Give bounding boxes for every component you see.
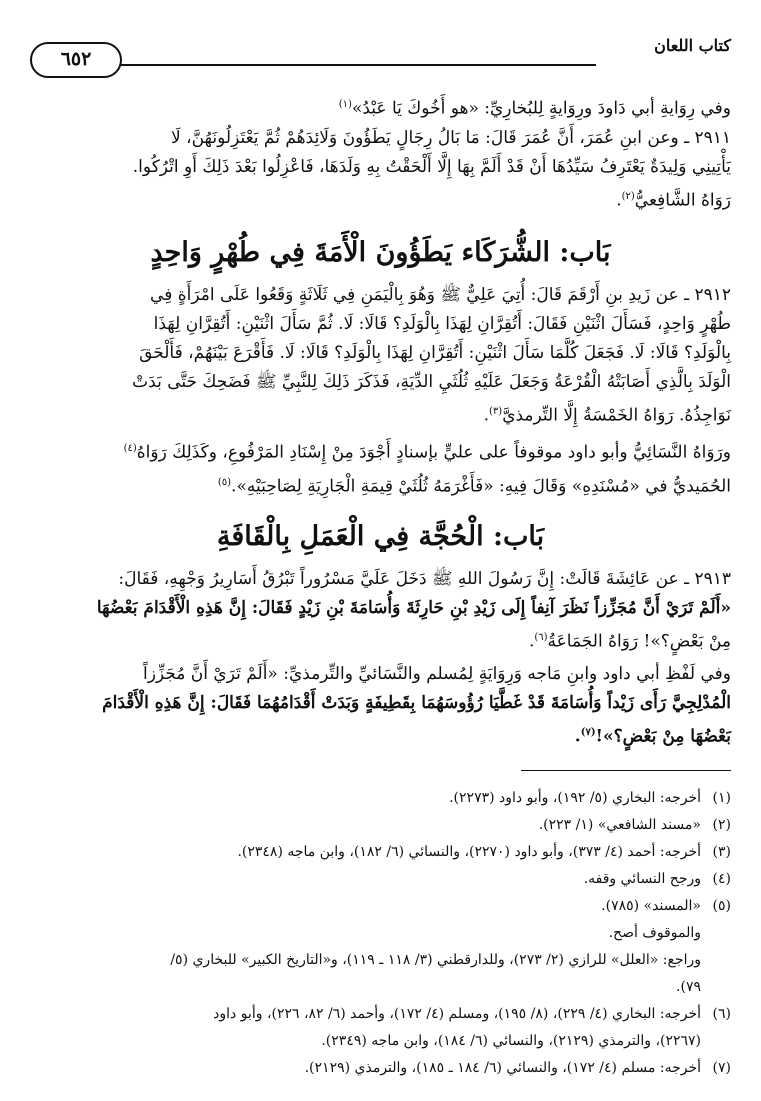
footnote-ref: (٢) (621, 190, 635, 202)
footnotes-rule (521, 770, 731, 771)
footnote-text: أخرجه: البخاري (٥/ ١٩٢)، وأبو داود (٢٢٧٣). (449, 789, 701, 806)
text-line: رَوَاهُ الشَّافِعيُّ (634, 190, 731, 211)
footnote (30, 866, 731, 893)
footnote-text: أخرجه: البخاري (٤/ ٢٢٩)، (٨/ ١٩٥)، ومسلم (٤/ ١٧٢)، وأحمد (٦/ ٨٢، ٢٢٦)، وأبو داود (213, 1005, 701, 1022)
text-line: ٢٩١٢ ـ عن زَيدِ بنِ أَرْقَمَ قَالَ: أُتِيَ عَلِيٌّ ﷺ وَهُوَ بِالْيَمَنِ فِي ثَلَاثَةٍ وَقَعُوا عَلَى امْرَأَةٍ فِي (150, 285, 731, 306)
footnote-text: «مسند الشافعي» (١/ ٢٢٣). (538, 816, 701, 833)
footnote (30, 785, 731, 812)
footnote-text: ورجح النسائي وقفه. (583, 870, 701, 887)
chapter-heading: بَاب: الْحُجَّة فِي الْعَمَلِ بِالْقَافَةِ (216, 521, 545, 553)
running-header (30, 22, 731, 68)
footnote-text: أخرجه: أحمد (٤/ ٣٧٣)، وأبو داود (٢٢٧٠)، والنسائي (٦/ ١٨٢)، وابن ماجه (٢٣٤٨). (237, 843, 701, 860)
text-line: الحُمَيديُّ في «مُسْنَدِهِ» وَقَالَ فِيهِ: «فَأَغْرَمَهُ ثُلُثَيْ قِيمَةِ الْجَارِيَةِ لِصَاحِبَيْهِ». (231, 476, 731, 497)
footnote-number: (٦) (712, 1005, 731, 1022)
footnote-text: (٢٢٦٧)، والترمذي (٢١٢٩)، والنسائي (٦/ ١٨٤)، وابن ماجه (٢٣٤٩). (321, 1032, 701, 1049)
text-line: «أَلَمْ تَرَيْ أَنَّ مُجَزِّزاً نَظَرَ آنِفاً إِلَى زَيْدِ بْنِ حَارِثَةَ وَأُسَامَةَ بْنِ زَيْدٍ فَقَالَ: إِنَّ هَذِهِ الْأَقْدَامَ بَعْضُهَا (96, 598, 731, 619)
paragraph-2912: ٢٩١٢ ـ عن زَيدِ بنِ أَرْقَمَ قَالَ: أُتِيَ عَلِيٌّ ﷺ وَهُوَ بِالْيَمَنِ فِي ثَلَاثَةٍ وَقَعُوا عَلَى امْرَأَةٍ فِي طُهْرٍ وَاحِدٍ، فَسَأَلَ اثْنَيْنِ فَقَالَ: أَتُقِرَّانِ لِهَذَا بِالْوَلَدِ؟ قَالَا: لَا. ثُمَّ سَأَلَ اثْنَيْنِ: أَتُقِرَّانِ لِهَذَا بِالْوَلَدِ؟ قَالَا: لَا. فَجَعَلَ كُلَّمَا سَأَلَ اثْنَيْنِ: أَتُقِرَّانِ لِهَذَا بِالْوَلَدِ؟ قَالَا: لَا. فَأَقْرَعَ بَيْنَهُمْ، فَأَلْحَقَ الْوَلَدَ بِالَّذِي أَصَابَتْهُ الْقُرْعَةُ وَجَعَلَ عَلَيْهِ ثُلُثَيِ الدِّيَةِ، فَذَكَرَ ذَلِكَ لِلنَّبِيِّ ﷺ فَضَحِكَ حَتَّى بَدَتْ نَوَاجِذُهُ. رَوَاهُ الخَمْسَةُ إِلَّا التِّرمذيَّ$^{(٣)}$. (132, 285, 731, 426)
paragraph-2910-tail: وفي رِوَايةِ أبي دَاودَ ورِوَايةٍ لِلبُخارِيِّ: «هو أَخُوكَ يَا عَبْدُ»$^{(١)}$ ٢٩١١ ـ وعن ابنِ عُمَرَ، أَنَّ عُمَرَ قَالَ: مَا بَالُ رِجَالٍ يَطَؤُونَ وَلَائِدَهُمْ ثُمَّ يَعْتَزِلُونَهُنَّ، لَا يَأْتِينِي وَلِيدَةٌ يَعْتَرِفُ سَيِّدُهَا أَنْ قَدْ أَلَمَّ بِهَا إِلَّا أَلْحَقْتُ بِهِ وَلَدَهَا، فَاعْزِلُوا بَعْدَ ذَلِكَ أَوِ اتْرُكُوا. رَوَاهُ الشَّافِعيُّ$^{(٢)}$. (132, 98, 731, 211)
text-line: ٢٩١١ ـ وعن ابنِ عُمَرَ، أَنَّ عُمَرَ قَالَ: مَا بَالُ رِجَالٍ يَطَؤُونَ وَلَائِدَهُمْ ثُمَّ يَعْتَزِلُونَهُنَّ، لَا (171, 127, 731, 148)
footnote-ref: (١) (338, 99, 352, 110)
text-line: الْمُدْلِجِيَّ رَأَى زَيْداً وَأُسَامَةَ قَدْ غَطَّيَا رُؤُوسَهُمَا بِقَطِيفَةٍ وَبَدَتْ أَقْدَامُهُمَا فَقَالَ: إِنَّ هَذِهِ الْأَقْدَامَ (102, 692, 731, 713)
text-line: مِنْ بَعْضٍ؟»! رَوَاهُ الجَمَاعَةُ (547, 631, 731, 652)
text-line: ورَوَاهُ النَّسَائِيُّ وأبو داود موقوفاً على عليٍّ بإسنادٍ أَجْوَدَ مِنْ إِسْنَادِ المَرْفُوعِ، وكَذَلِكَ رَوَاهُ (136, 442, 731, 463)
footnote (30, 1001, 731, 1055)
page-number: ٦٥٢ (30, 42, 122, 78)
paragraph-2913: ٢٩١٣ ـ عن عَائِشَةَ قَالَتْ: إِنَّ رَسُولَ اللهِ ﷺ دَخَلَ عَلَيَّ مَسْرُوراً تَبْرُقُ أَسَارِيرُ وَجْهِهِ، فَقَالَ: «أَلَمْ تَرَيْ أَنَّ مُجَزِّزاً نَظَرَ آنِفاً إِلَى زَيْدِ بْنِ حَارِثَةَ وَأُسَامَةَ بْنِ زَيْدٍ فَقَالَ: إِنَّ هَذِهِ الْأَقْدَامَ بَعْضُهَا مِنْ بَعْضٍ؟»! رَوَاهُ الجَمَاعَةُ$^{(٦)}$. (96, 569, 731, 652)
footnote-number: (٥) (712, 897, 731, 914)
footnote-ref: (٣) (489, 406, 503, 418)
paragraph-2913-variant: وفي لَفْظِ أبي داود وابنِ مَاجه وَرِوَايَةٍ لِمُسلم والنَّسَائيِّ والتِّرمذيِّ: «أَلَمْ تَرَيْ أَنَّ مُجَزِّزاً الْمُدْلِجِيَّ رَأَى زَيْداً وَأُسَامَةَ قَدْ غَطَّيَا رُؤُوسَهُمَا بِقَطِيفَةٍ وَبَدَتْ أَقْدَامُهُمَا فَقَالَ: إِنَّ هَذِهِ الْأَقْدَامَ بَعْضُهَا مِنْ بَعْضٍ؟»!$^{(٧)}$. (102, 663, 731, 747)
footnote-number: (٢) (712, 816, 731, 833)
text-line: الْوَلَدَ بِالَّذِي أَصَابَتْهُ الْقُرْعَةُ وَجَعَلَ عَلَيْهِ ثُلُثَيِ الدِّيَةِ، فَذَكَرَ ذَلِكَ لِلنَّبِيِّ ﷺ فَضَحِكَ حَتَّى بَدَتْ (132, 372, 731, 393)
text-line: وفي لَفْظِ أبي داود وابنِ مَاجه وَرِوَايَةٍ لِمُسلم والنَّسَائيِّ والتِّرمذيِّ: «أَلَمْ تَرَيْ أَنَّ مُجَزِّزاً (142, 663, 731, 684)
text-line: وفي رِوَايةِ أبي دَاودَ ورِوَايةٍ لِلبُخارِيِّ: «هو أَخُوكَ يَا عَبْدُ» (351, 98, 731, 119)
footnote-number: (٧) (712, 1059, 731, 1076)
footnote-ref: (٦) (534, 632, 548, 644)
book-title: كتاب اللعان (654, 36, 731, 55)
footnotes (30, 785, 731, 1082)
footnote-number: (٤) (712, 870, 731, 887)
footnote-text: «المسند» (٧٨٥). (601, 897, 701, 914)
footnote (30, 1055, 731, 1082)
chapter-heading: بَاب: الشُّرَكَاء يَطَؤُونَ الْأَمَةَ فِي طُهْرٍ وَاحِدٍ (150, 237, 611, 269)
text-line: ٢٩١٣ ـ عن عَائِشَةَ قَالَتْ: إِنَّ رَسُولَ اللهِ ﷺ دَخَلَ عَلَيَّ مَسْرُوراً تَبْرُقُ أَسَارِيرُ وَجْهِهِ، فَقَالَ: (118, 569, 731, 590)
footnote (30, 893, 731, 1001)
footnote (30, 839, 731, 866)
footnote-number: (١) (712, 789, 731, 806)
text-line: بَعْضُهَا مِنْ بَعْضٍ؟»! (595, 726, 731, 747)
footnote-text: والموقوف أصح. (608, 924, 701, 941)
footnote (30, 812, 731, 839)
footnote-text: أخرجه: مسلم (٤/ ١٧٢)، والنسائي (٦/ ١٨٤ ـ ١٨٥)، والترمذي (٢١٢٩). (304, 1059, 701, 1076)
text-line: بِالْوَلَدِ؟ قَالَا: لَا. فَجَعَلَ كُلَّمَا سَأَلَ اثْنَيْنِ: أَتُقِرَّانِ لِهَذَا بِالْوَلَدِ؟ قَالَا: لَا. فَأَقْرَعَ بَيْنَهُمْ، فَأَلْحَقَ (139, 343, 731, 364)
footnote-number: (٣) (712, 843, 731, 860)
paragraph-2912-note (30, 434, 731, 501)
text-line: يَأْتِينِي وَلِيدَةٌ يَعْتَرِفُ سَيِّدُهَا أَنْ قَدْ أَلَمَّ بِهَا إِلَّا أَلْحَقْتُ بِهِ وَلَدَهَا، فَاعْزِلُوا بَعْدَ ذَلِكَ أَوِ اتْرُكُوا. (132, 156, 731, 177)
text-line: نَوَاجِذُهُ. رَوَاهُ الخَمْسَةُ إِلَّا التِّرمذيَّ (502, 405, 731, 426)
text-line: طُهْرٍ وَاحِدٍ، فَسَأَلَ اثْنَيْنِ فَقَالَ: أَتُقِرَّانِ لِهَذَا بِالْوَلَدِ؟ قَالَا: لَا. ثُمَّ سَأَلَ اثْنَيْنِ: أَتُقِرَّانِ لِهَذَا (153, 314, 731, 335)
footnote-text: ٧٩). (676, 978, 701, 995)
footnote-ref: (٧) (580, 726, 596, 738)
footnote-text: وراجع: «العلل» للرازي (٢/ ٢٧٣)، وللدارقطني (٣/ ١١٨ ـ ١١٩)، و«التاريخ الكبير» للبخاري (٥/ (170, 951, 701, 968)
book-page (30, 22, 731, 1082)
page-body (30, 90, 731, 1082)
footnote-ref: (٤) (123, 442, 137, 454)
footnote-ref: (٥) (217, 476, 232, 488)
